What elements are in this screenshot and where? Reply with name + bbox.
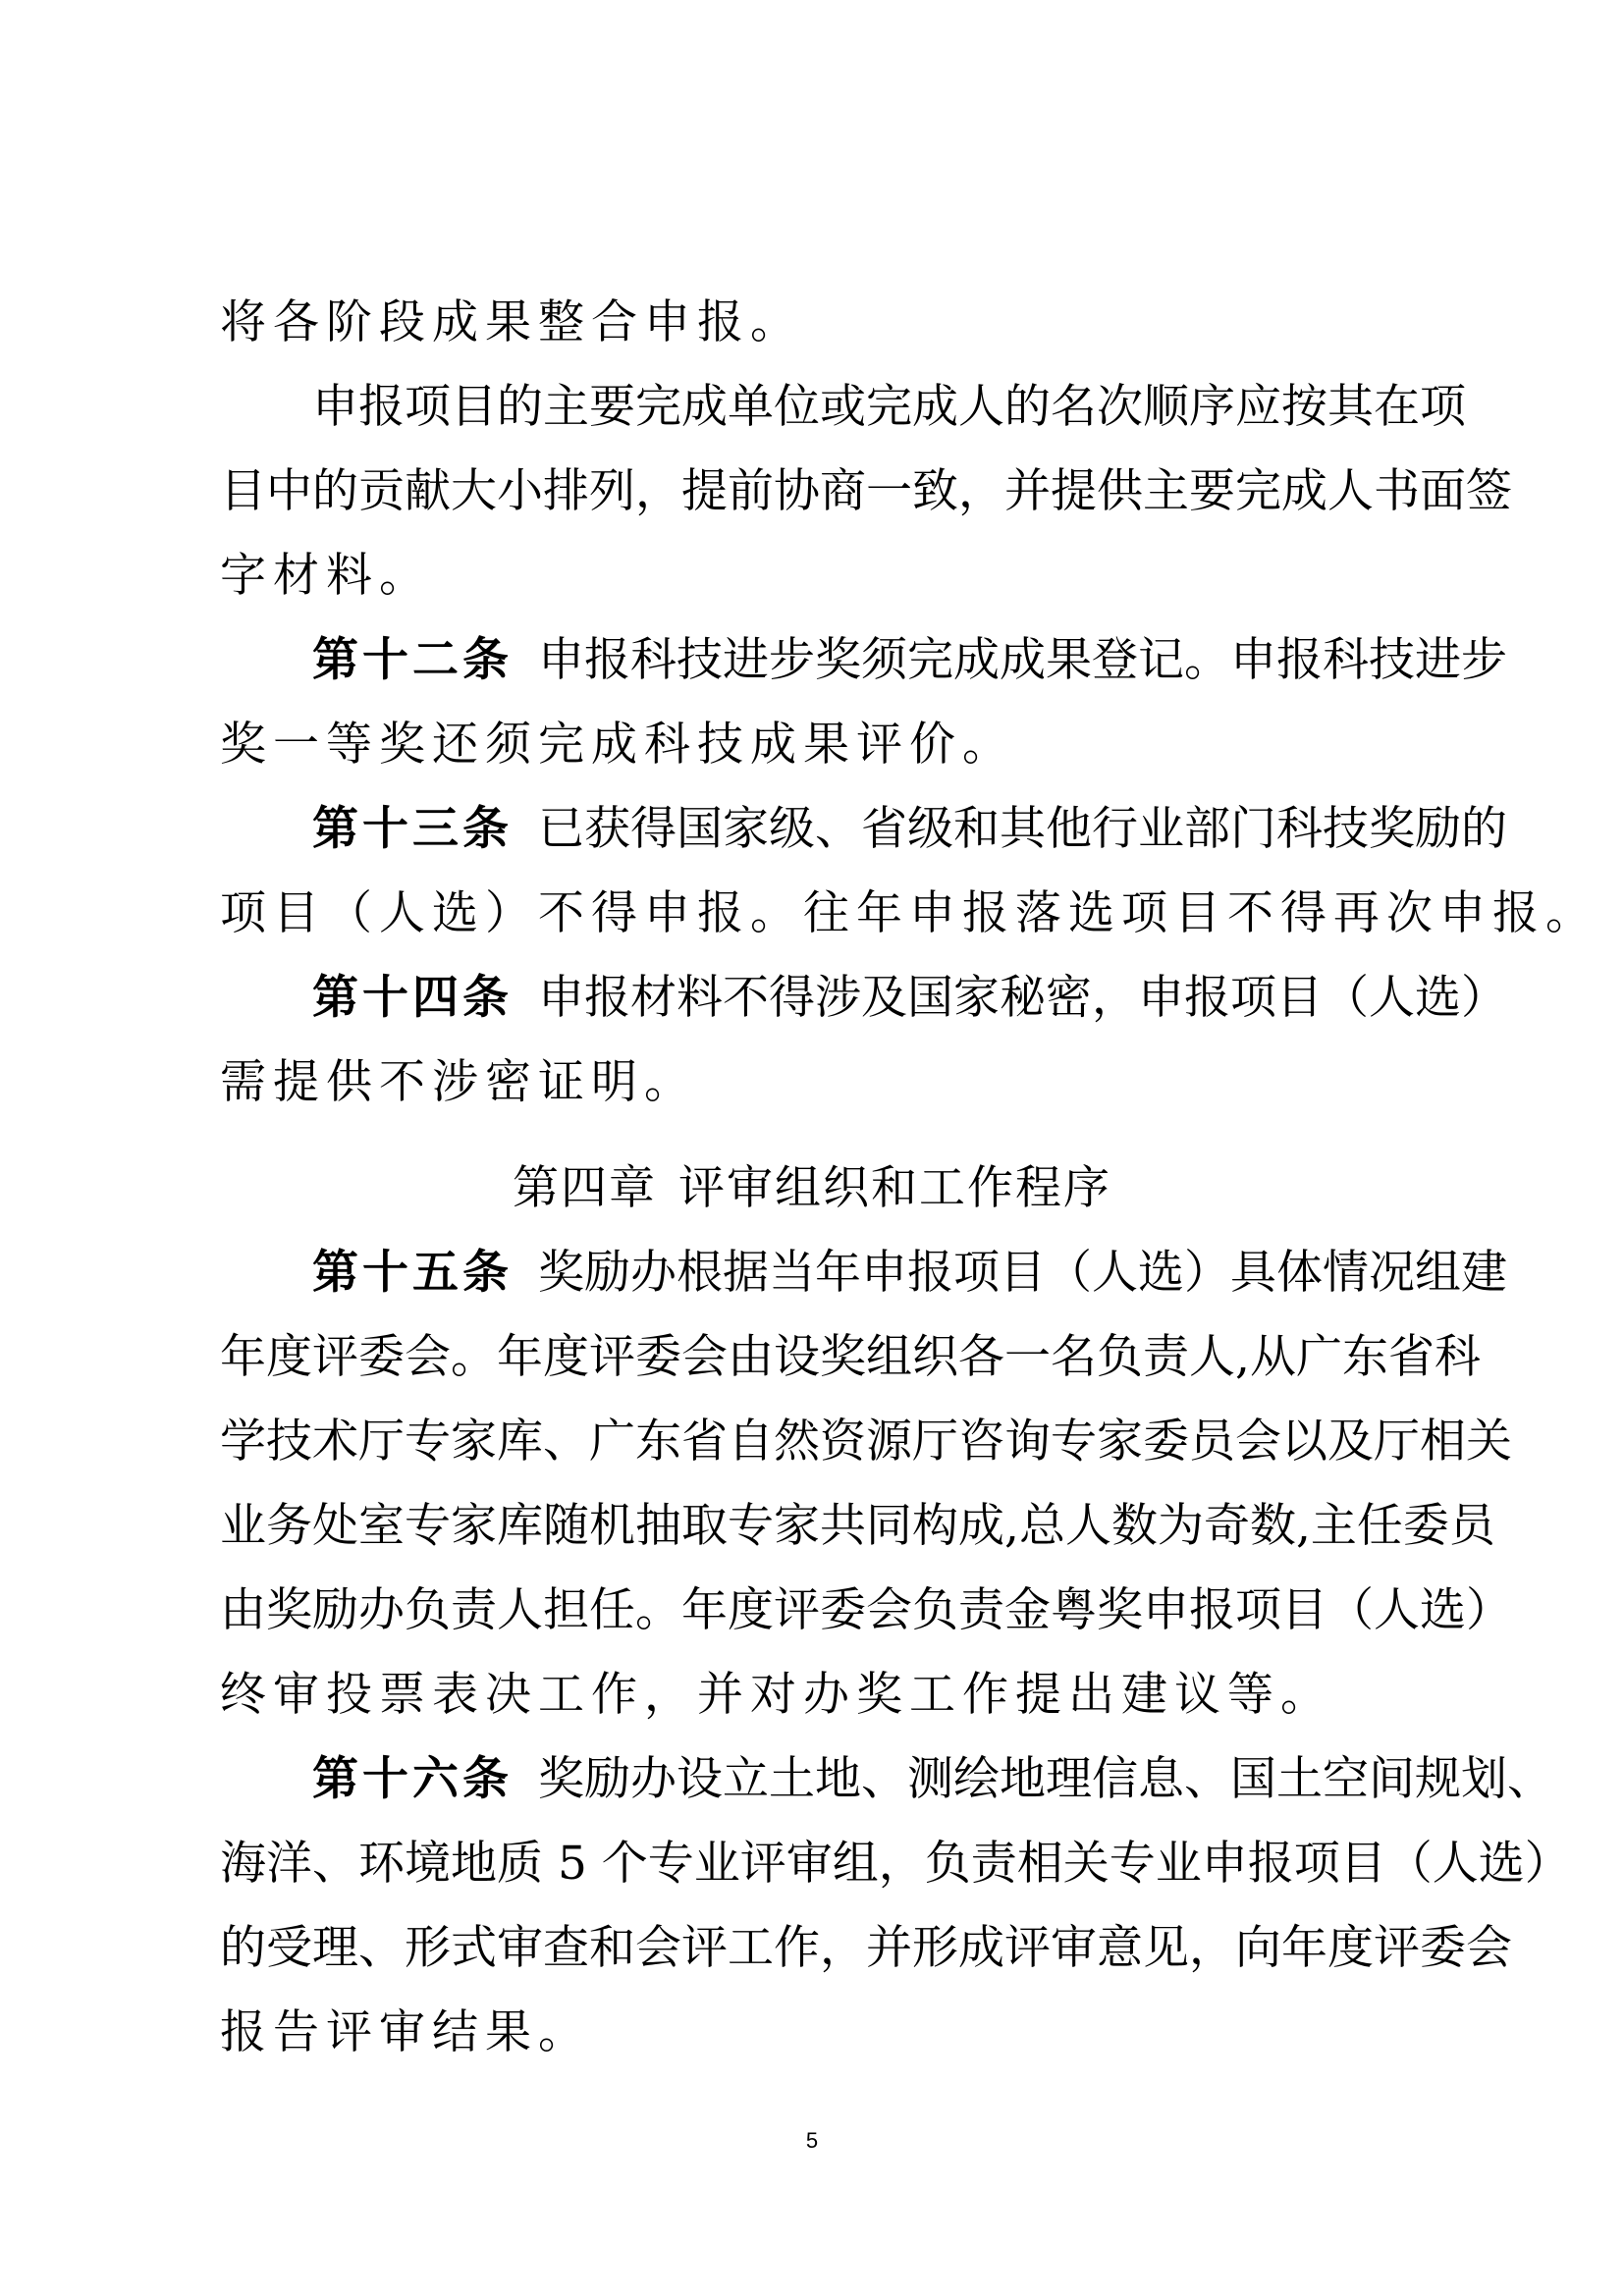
chapter-number: 第四章 bbox=[513, 1161, 657, 1215]
article-15-line: 业务处室专家库随机抽取专家共同构成,总人数为奇数,主任委员 bbox=[220, 1499, 1495, 1553]
article-12-line: 奖一等奖还须完成科技成果评价。 bbox=[220, 718, 1015, 772]
article-13 bbox=[312, 787, 1507, 872]
article-16 bbox=[312, 1737, 1553, 1822]
article-label: 第十五条 bbox=[312, 1246, 513, 1300]
paragraph-line: 目中的贡献大小排列，提前协商一致，并提供主要完成人书面签 bbox=[220, 464, 1512, 518]
article-16-line: 的受理、形式审查和会评工作，并形成评审意见，向年度评委会 bbox=[220, 1921, 1512, 1975]
article-text: 已获得国家级、省级和其他行业部门科技奖励的 bbox=[538, 802, 1507, 856]
article-16-line: 海洋、环境地质 5 个专业评审组，负责相关专业申报项目（人选） bbox=[220, 1837, 1571, 1891]
article-label: 第十六条 bbox=[312, 1752, 513, 1806]
article-label: 第十三条 bbox=[312, 802, 513, 856]
page-number: 5 bbox=[805, 2128, 819, 2153]
paragraph-line: 字材料。 bbox=[220, 549, 432, 603]
article-15 bbox=[312, 1231, 1507, 1315]
article-15-line: 年度评委会。年度评委会由设奖组织各一名负责人,从广东省科 bbox=[220, 1330, 1481, 1384]
article-label: 第十二条 bbox=[312, 633, 513, 687]
paragraph-line: 申报项目的主要完成单位或完成人的名次顺序应按其在项 bbox=[312, 380, 1466, 434]
chapter-title: 评审组织和工作程序 bbox=[678, 1161, 1111, 1215]
article-15-line: 由奖励办负责人担任。年度评委会负责金粤奖申报项目（人选） bbox=[220, 1583, 1512, 1637]
article-13-line: 项目（人选）不得申报。往年申报落选项目不得再次申报。 bbox=[220, 886, 1598, 940]
continuation-line: 将各阶段成果整合申报。 bbox=[220, 295, 803, 349]
article-15-line: 学技术厅专家库、广东省自然资源厅咨询专家委员会以及厅相关 bbox=[220, 1415, 1512, 1468]
article-label: 第十四条 bbox=[312, 971, 513, 1025]
article-text: 奖励办设立土地、测绘地理信息、国土空间规划、 bbox=[538, 1752, 1553, 1806]
article-14-line: 需提供不涉密证明。 bbox=[220, 1055, 697, 1109]
article-15-line: 终审投票表决工作，并对办奖工作提出建议等。 bbox=[220, 1668, 1333, 1722]
article-text: 奖励办根据当年申报项目（人选）具体情况组建 bbox=[538, 1246, 1507, 1300]
article-text: 申报科技进步奖须完成成果登记。申报科技进步 bbox=[538, 633, 1507, 687]
article-12 bbox=[312, 618, 1507, 703]
article-16-line: 报告评审结果。 bbox=[220, 2005, 591, 2059]
article-14 bbox=[312, 956, 1507, 1041]
article-text: 申报材料不得涉及国家秘密，申报项目（人选） bbox=[538, 971, 1507, 1025]
chapter-heading bbox=[0, 1147, 1624, 1231]
